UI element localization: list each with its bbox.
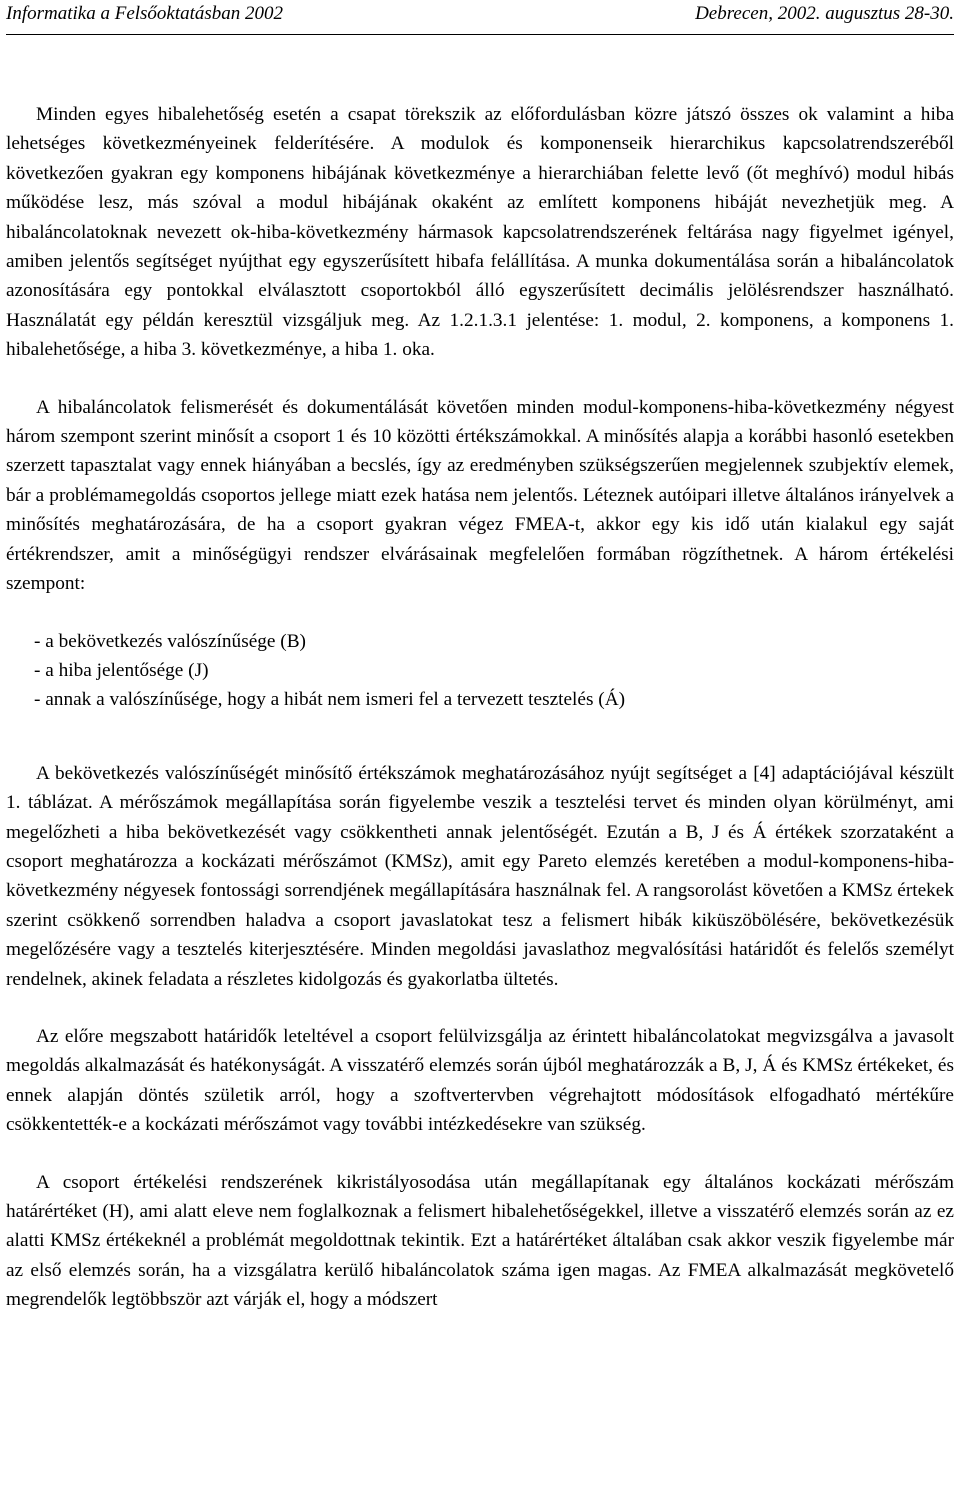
paragraph: A hibaláncolatok felismerését és dokumentálását követően minden modul-komponens-hiba-következmény négyest három szempont szerint minősít a csoport 1 és 10 közötti értékszámokkal. A minősítés alapja a korábbi hasonló esetekben szerzett tapasztalat vagy ennek hiányában a becslés, így az eredményben szükségszerűen megjelennek szubjektív elemek, bár a problémamegoldás csoportos jellege miatt ezek hatása nem jelentős. Léteznek autóipari illetve általános irányelvek a minősítés meghatározására, de ha a csoport gyakran végez FMEA-t, akkor egy kis idő után kialakul egy saját értékrendszer, amit a minőségügyi rendszer elvárásainak megfelelően formában rögzíthetnek. A három értékelési szempont: bbox=[6, 396, 954, 595]
document-body bbox=[6, 100, 954, 1315]
list-item: - annak a valószínűsége, hogy a hibát nem ismeri fel a tervezett tesztelés (Á) bbox=[34, 689, 626, 711]
paragraph: A csoport értékelési rendszerének kikristályosodása után megállapítanak egy általános kockázati mérőszám határértéket (H), ami alatt eleve nem foglalkoznak a felismert hibalehetőségekkel, illetve a visszatérő elemzés során az ez alatti KMSz értékeknél a problémát megoldottnak tekintik. Ezt a határértéket általában csak akkor veszik figyelembe már az első elemzés során, ha a vizsgálatra kerülő hibaláncolatok száma igen magas. Az FMEA alkalmazását megkövetelő megrendelők legtöbbször azt várják el, hogy a módszert bbox=[6, 1171, 954, 1311]
list-item: - a hiba jelentősége (J) bbox=[34, 659, 209, 681]
paragraph: Minden egyes hibalehetőség esetén a csapat törekszik az előfordulásban közre játszó összes ok valamint a hiba lehetséges következményeinek felderítésére. A modulok és komponenseik hierarchikus kapcsolatrendszeréből következően gyakran egy komponens hibájának következménye a hierarchiában felette levő (őt meghívó) modul hibás működése lesz, más szóval a modul hibájának okaként az említett komponens hibáját nevezhetjük meg. A hibaláncolatoknak nevezett ok-hiba-következmény hármasok kapcsolatrendszerének feltárása nagy figyelmet igényel, amiben jelentős segítséget nyújthat egy egyszerűsített hibafa felállítása. A munka dokumentálása során a hibaláncolatok azonosítására egy pontokkal elválasztott csoportokból álló egyszerűsített decimális jelölésrendszer használható. Használatát egy példán keresztül vizsgáljuk meg. Az 1.2.1.3.1 jelentése: 1. modul, 2. komponens, a komponens 1. hibalehetősége, a hiba 3. következménye, a hiba 1. oka. bbox=[6, 104, 954, 361]
paragraph: Az előre megszabott határidők leteltével a csoport felülvizsgálja az érintett hibaláncolatokat megvizsgálva a javasolt megoldás alkalmazását és hatékonyságát. A visszatérő elemzés során újból meghatározzák a B, J, Á és KMSz értékeket, és ennek alapján döntés születik arról, hogy a szoftvertervben végrehajtott módosítások elfogadható mértékűre csökkentették-e a kockázati mérőszámot vagy további intézkedésekre van szükség. bbox=[6, 1025, 954, 1136]
criteria-list bbox=[6, 627, 954, 715]
paragraph: A bekövetkezés valószínűségét minősítő értékszámok meghatározásához nyújt segítséget a [4] adaptációjával készült 1. táblázat. A mérőszámok megállapítása során figyelembe veszik a tesztelési tervet és minden olyan körülményt, ami megelőzheti a hiba bekövetkezését vagy csökkentheti annak jelentőségét. Ezután a B, J és Á értékek szorzataként a csoport meghatározza a kockázati mérőszámot (KMSz), amit egy Pareto elemzés keretében a modul-komponens-hiba-következmény négyesek fontossági sorrendjének megállapítására használnak fel. A rangsorolást követően a KMSz értekek szerint csökkenő sorrendben haladva a csoport javaslatokat tesz a felismert hibák kiküszöbölésére, bekövetkezésük megelőzésére vagy a tesztelés kiterjesztésére. Minden megoldási javaslathoz megvalósítási határidőt és felelős személyt rendelnek, akinek feladata a részletes kidolgozás és gyakorlatba ültetés. bbox=[6, 762, 954, 990]
header-place-date: Debrecen, 2002. augusztus 28-30. bbox=[695, 3, 954, 24]
list-item: - a bekövetkezés valószínűsége (B) bbox=[34, 630, 306, 652]
page-header bbox=[6, 0, 954, 35]
header-conference-title: Informatika a Felsőoktatásban 2002 bbox=[6, 3, 284, 24]
